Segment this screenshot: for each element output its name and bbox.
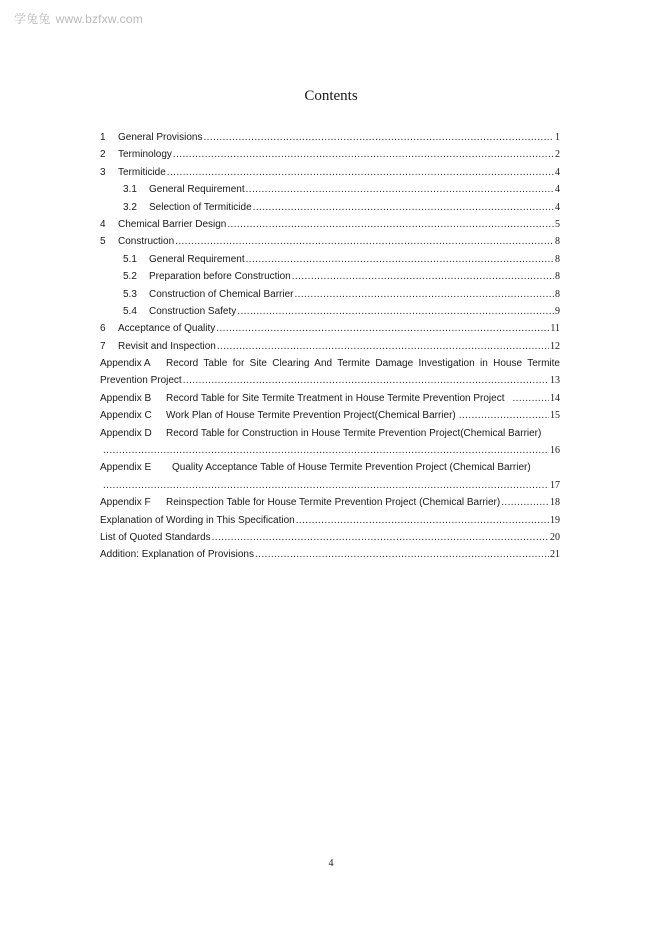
appendix-label: Reinspection Table for House Termite Prevention Project (Chemical Barrier) (166, 497, 501, 509)
toc-label: Construction of Chemical Barrier (149, 288, 294, 300)
appendix-label: Record Table for Site Termite Treatment in House Termite Prevention Project (166, 392, 505, 404)
leader-dots (501, 497, 549, 508)
toc-label: Acceptance of Quality (118, 323, 216, 335)
toc-label: Revisit and Inspection (118, 340, 216, 352)
leader-dots (216, 323, 549, 334)
toc-page: 16 (550, 445, 560, 457)
toc-label: Addition: Explanation of Provisions (100, 549, 254, 561)
leader-dots (203, 132, 554, 143)
toc-number: 3 (100, 166, 106, 178)
leader-dots (227, 219, 554, 230)
appendix-label-continued: Prevention Project (100, 375, 182, 387)
toc-entry-5-4[interactable] (100, 306, 560, 323)
toc-entry-5-3[interactable] (100, 289, 560, 306)
toc-page: 21 (550, 549, 560, 561)
toc-appendix-c[interactable] (100, 410, 560, 427)
leader-dots (459, 410, 549, 421)
appendix-label: Work Plan of House Termite Prevention Project(Chemical Barrier) (166, 410, 456, 422)
toc-entry-2[interactable] (100, 149, 560, 166)
toc-page: 13 (550, 375, 560, 387)
appendix-id: Appendix A (100, 358, 151, 370)
toc-page: 8 (555, 253, 560, 265)
toc-number: 5 (100, 236, 106, 248)
toc-page: 17 (550, 479, 560, 491)
appendix-id: Appendix B (100, 392, 152, 404)
toc-label: Selection of Termiticide (149, 201, 252, 213)
toc-appendix-d-line2[interactable] (100, 445, 560, 462)
toc-page: 20 (550, 531, 560, 543)
toc-appendix-a-line2[interactable] (100, 375, 560, 392)
toc-label: Termiticide (118, 166, 166, 178)
leader-dots (246, 254, 554, 265)
toc-entry-5[interactable] (100, 236, 560, 253)
toc-page: 1 (555, 132, 560, 143)
leader-dots (103, 480, 549, 491)
toc-label: Chemical Barrier Design (118, 218, 227, 230)
leader-dots (103, 445, 549, 456)
watermark-brand: 学兔兔 (14, 12, 51, 26)
toc-page: 5 (555, 218, 560, 230)
toc-entry-3-2[interactable] (100, 202, 560, 219)
toc-entry-1[interactable] (100, 132, 560, 149)
leader-dots (173, 149, 554, 160)
toc-page: 11 (550, 323, 560, 335)
toc-page: 4 (555, 184, 560, 196)
toc-label: Construction (118, 236, 175, 248)
page-number: 4 (328, 858, 334, 869)
toc-number: 4 (100, 218, 106, 230)
appendix-label: Quality Acceptance Table of House Termite Prevention Project (Chemical Barrier) (172, 462, 531, 474)
toc-label: General Requirement (149, 253, 245, 265)
leader-dots (217, 341, 549, 352)
leader-dots (513, 393, 550, 404)
toc-list-of-quoted-standards[interactable] (100, 532, 560, 549)
toc-page: 14 (550, 392, 560, 404)
toc-entry-5-2[interactable] (100, 271, 560, 288)
leader-dots (255, 549, 549, 560)
toc-entry-5-1[interactable] (100, 254, 560, 271)
table-of-contents (100, 132, 560, 567)
leader-dots (175, 236, 554, 247)
toc-page: 19 (550, 514, 560, 526)
toc-number: 3.2 (123, 201, 137, 213)
toc-appendix-e-line1[interactable] (100, 462, 560, 479)
toc-entry-6[interactable] (100, 323, 560, 340)
toc-page: 4 (555, 201, 560, 213)
toc-number: 2 (100, 149, 106, 161)
toc-number: 7 (100, 340, 106, 352)
toc-label: General Requirement (149, 184, 245, 196)
page-title: Contents (304, 88, 358, 104)
toc-number: 1 (100, 132, 106, 143)
toc-label: Construction Safety (149, 305, 237, 317)
toc-entry-4[interactable] (100, 219, 560, 236)
toc-label: Explanation of Wording in This Specification (100, 514, 295, 526)
toc-page: 8 (555, 288, 560, 300)
toc-page: 9 (555, 305, 560, 317)
watermark-url: www.bzfxw.com (55, 12, 143, 26)
toc-label: General Provisions (118, 132, 203, 143)
toc-label: Preparation before Construction (149, 271, 291, 283)
leader-dots (292, 271, 554, 282)
toc-number: 5.4 (123, 305, 137, 317)
toc-explanation-of-provisions[interactable] (100, 549, 560, 566)
leader-dots (253, 202, 554, 213)
toc-number: 5.3 (123, 288, 137, 300)
toc-number: 3.1 (123, 184, 137, 196)
appendix-id: Appendix F (100, 497, 151, 509)
leader-dots (296, 515, 549, 526)
toc-page: 8 (555, 271, 560, 283)
toc-appendix-d-line1[interactable] (100, 428, 560, 445)
toc-label: Terminology (118, 149, 172, 161)
toc-page: 18 (550, 497, 560, 509)
leader-dots (183, 375, 549, 386)
toc-page: 8 (555, 236, 560, 248)
toc-entry-3[interactable] (100, 167, 560, 184)
leader-dots (295, 289, 555, 300)
appendix-label: Record Table for Site Clearing And Termite Damage Investigation in House Termite (166, 358, 560, 370)
toc-appendix-f[interactable] (100, 497, 560, 514)
appendix-id: Appendix D (100, 427, 152, 439)
leader-dots (167, 167, 554, 178)
toc-page: 12 (550, 340, 560, 352)
toc-number: 6 (100, 323, 106, 335)
toc-appendix-e-line2[interactable] (100, 480, 560, 497)
toc-entry-7[interactable] (100, 341, 560, 358)
watermark (14, 10, 143, 27)
toc-appendix-b[interactable] (100, 393, 560, 410)
leader-dots (246, 184, 554, 195)
toc-entry-3-1[interactable] (100, 184, 560, 201)
toc-page: 15 (550, 410, 560, 422)
toc-number: 5.2 (123, 271, 137, 283)
toc-page: 2 (555, 149, 560, 161)
appendix-id: Appendix E (100, 462, 152, 474)
toc-page: 4 (555, 166, 560, 178)
toc-appendix-a-line1[interactable] (100, 358, 560, 375)
appendix-id: Appendix C (100, 410, 152, 422)
toc-number: 5.1 (123, 253, 137, 265)
toc-label: List of Quoted Standards (100, 531, 211, 543)
toc-explanation-of-wording[interactable] (100, 515, 560, 532)
appendix-label: Record Table for Construction in House Termite Prevention Project(Chemical Barrier) (166, 427, 542, 439)
leader-dots (237, 306, 554, 317)
leader-dots (212, 532, 549, 543)
